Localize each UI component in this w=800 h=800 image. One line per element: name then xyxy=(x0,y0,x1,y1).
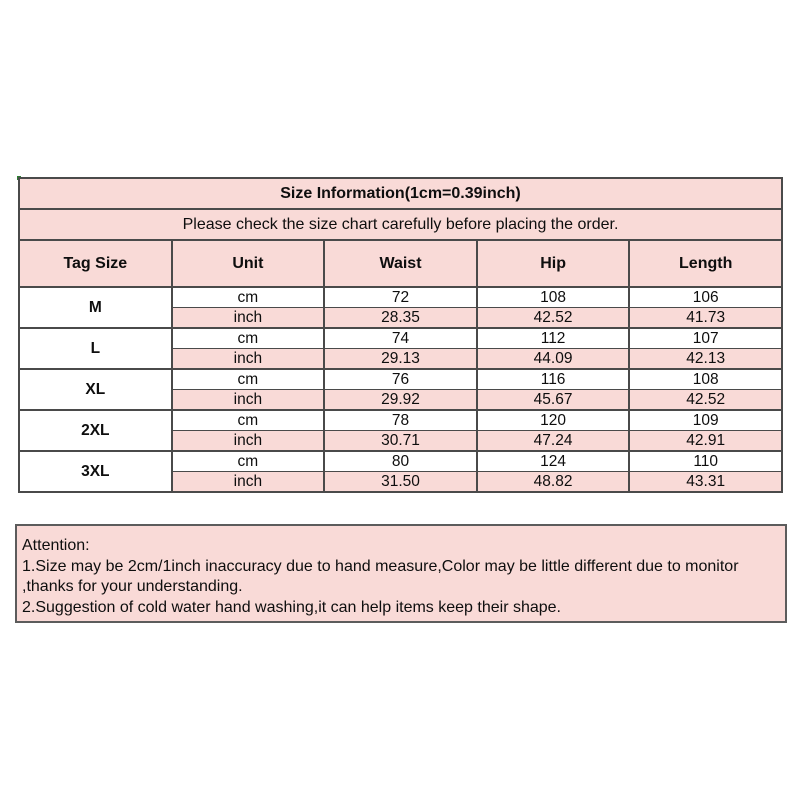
value-cell: 42.52 xyxy=(629,390,782,411)
value-cell: 109 xyxy=(629,410,782,431)
value-cell: 110 xyxy=(629,451,782,472)
unit-cell-inch: inch xyxy=(172,349,325,370)
column-header-waist: Waist xyxy=(324,240,477,287)
value-cell: 44.09 xyxy=(477,349,630,370)
value-cell: 30.71 xyxy=(324,431,477,452)
value-cell: 116 xyxy=(477,369,630,390)
attention-heading: Attention: xyxy=(22,537,90,554)
value-cell: 29.92 xyxy=(324,390,477,411)
unit-cell-inch: inch xyxy=(172,308,325,329)
value-cell: 48.82 xyxy=(477,472,630,493)
size-row-2xl-cm xyxy=(19,410,782,431)
value-cell: 31.50 xyxy=(324,472,477,493)
attention-line: ,thanks for your understanding. xyxy=(22,578,243,595)
size-chart-table xyxy=(18,177,783,493)
column-header-length: Length xyxy=(629,240,782,287)
attention-line: 2.Suggestion of cold water hand washing,it can help items keep their shape. xyxy=(22,598,561,616)
unit-cell-cm: cm xyxy=(172,451,325,472)
value-cell: 106 xyxy=(629,287,782,308)
size-label-m: M xyxy=(19,287,172,328)
value-cell: 108 xyxy=(629,369,782,390)
unit-cell-cm: cm xyxy=(172,369,325,390)
size-row-xl-cm xyxy=(19,369,782,390)
value-cell: 107 xyxy=(629,328,782,349)
unit-cell-inch: inch xyxy=(172,472,325,493)
size-row-3xl-cm xyxy=(19,451,782,472)
size-row-l-cm xyxy=(19,328,782,349)
value-cell: 41.73 xyxy=(629,308,782,329)
unit-cell-inch: inch xyxy=(172,390,325,411)
value-cell: 112 xyxy=(477,328,630,349)
size-row-m-cm xyxy=(19,287,782,308)
subtitle-row xyxy=(19,209,782,240)
value-cell: 78 xyxy=(324,410,477,431)
attention-line: 1.Size may be 2cm/1inch inaccuracy due to hand measure,Color may be little different due to monitor xyxy=(22,557,739,575)
value-cell: 28.35 xyxy=(324,308,477,329)
unit-cell-inch: inch xyxy=(172,431,325,452)
size-chart-subtitle: Please check the size chart carefully before placing the order. xyxy=(19,209,782,240)
value-cell: 29.13 xyxy=(324,349,477,370)
value-cell: 80 xyxy=(324,451,477,472)
value-cell: 108 xyxy=(477,287,630,308)
column-header-hip: Hip xyxy=(477,240,630,287)
value-cell: 76 xyxy=(324,369,477,390)
value-cell: 43.31 xyxy=(629,472,782,493)
size-chart-title: Size Information(1cm=0.39inch) xyxy=(19,178,782,209)
column-header-unit: Unit xyxy=(172,240,325,287)
column-header-row xyxy=(19,240,782,287)
value-cell: 42.13 xyxy=(629,349,782,370)
value-cell: 124 xyxy=(477,451,630,472)
value-cell: 74 xyxy=(324,328,477,349)
size-label-l: L xyxy=(19,328,172,369)
value-cell: 45.67 xyxy=(477,390,630,411)
unit-cell-cm: cm xyxy=(172,287,325,308)
attention-box xyxy=(15,524,787,623)
value-cell: 120 xyxy=(477,410,630,431)
size-label-2xl: 2XL xyxy=(19,410,172,451)
title-row xyxy=(19,178,782,209)
value-cell: 47.24 xyxy=(477,431,630,452)
value-cell: 72 xyxy=(324,287,477,308)
unit-cell-cm: cm xyxy=(172,410,325,431)
size-label-3xl: 3XL xyxy=(19,451,172,492)
value-cell: 42.52 xyxy=(477,308,630,329)
unit-cell-cm: cm xyxy=(172,328,325,349)
size-label-xl: XL xyxy=(19,369,172,410)
value-cell: 42.91 xyxy=(629,431,782,452)
column-header-tag-size: Tag Size xyxy=(19,240,172,287)
